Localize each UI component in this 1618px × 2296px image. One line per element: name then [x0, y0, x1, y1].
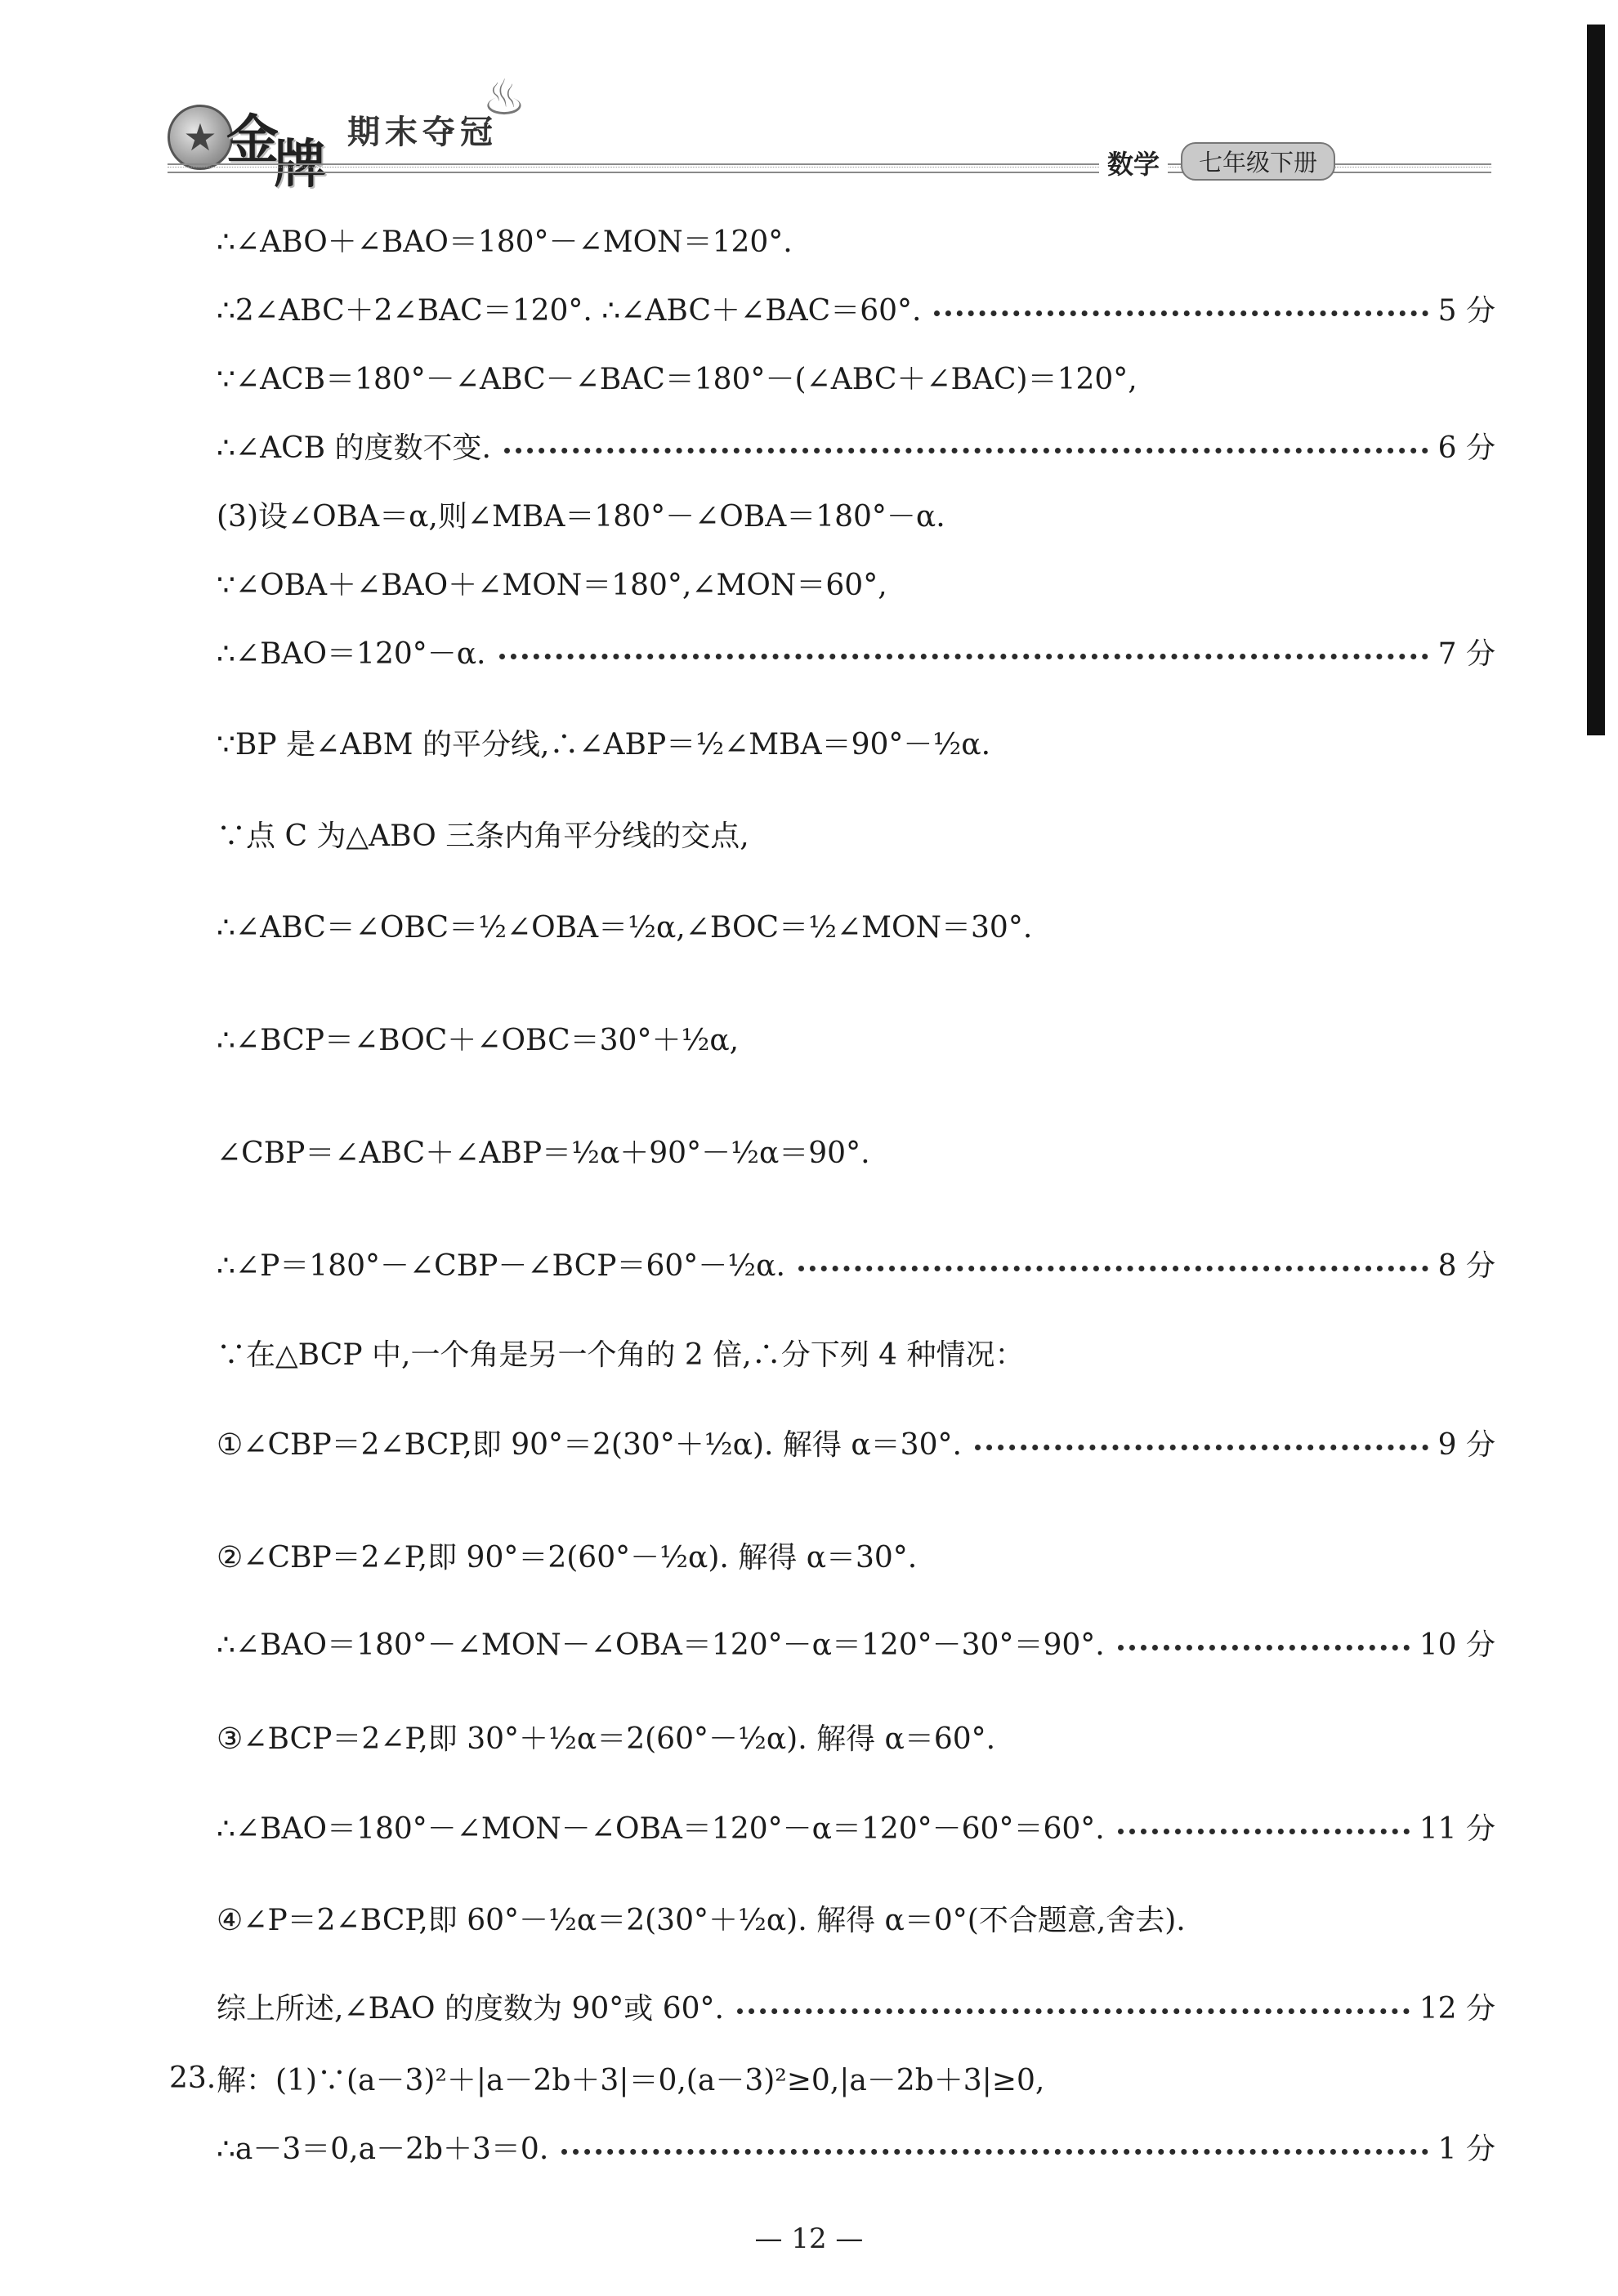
- page-header: [0, 0, 1618, 196]
- solution-line: ∴∠BAO＝180°－∠MON－∠OBA＝120°－α＝120°－30°＝90°. 10 分: [217, 1614, 1495, 1671]
- score-mark: 12 分: [1419, 1991, 1495, 2026]
- page-edge-shadow: [1587, 25, 1605, 735]
- solution-line: ②∠CBP＝2∠P,即 90°＝2(60°－½α). 解得 α＝30°.: [217, 1540, 918, 1575]
- logo-subtitle: 期末夺冠: [347, 113, 498, 151]
- logo-char-pai: 牌: [274, 135, 326, 195]
- solution-line: ∴∠BAO＝180°－∠MON－∠OBA＝120°－α＝120°－60°＝60°. 11 分: [217, 1798, 1495, 1855]
- grade-badge: 七年级下册: [1181, 142, 1335, 181]
- dot-leader: [975, 1445, 1428, 1450]
- solution-line: ∴∠BCP＝∠BOC＋∠OBC＝30°＋½α,: [217, 1023, 740, 1057]
- solution-line: (3)设∠OBA＝α,则∠MBA＝180°－∠OBA＝180°－α.: [217, 499, 945, 534]
- solution-line: ①∠CBP＝2∠BCP,即 90°＝2(30°＋½α). 解得 α＝30°. 9 分: [217, 1414, 1495, 1471]
- score-mark: 6 分: [1437, 431, 1495, 465]
- solution-line: ∴∠P＝180°－∠CBP－∠BCP＝60°－½α. 8 分: [217, 1235, 1495, 1292]
- score-mark: 1 分: [1437, 2132, 1495, 2166]
- dot-leader: [561, 2149, 1428, 2155]
- question-number: 23.: [169, 2061, 217, 2095]
- score-mark: 11 分: [1419, 1811, 1495, 1846]
- score-mark: 5 分: [1437, 293, 1495, 328]
- flame-icon: ♨: [482, 69, 526, 127]
- solution-line: ∠CBP＝∠ABC＋∠ABP＝½α＋90°－½α＝90°.: [217, 1136, 870, 1170]
- solution-line: ∵∠OBA＋∠BAO＋∠MON＝180°,∠MON＝60°,: [217, 568, 887, 602]
- solution-line: ∴a－3＝0,a－2b＋3＝0. 1 分: [217, 2118, 1495, 2175]
- logo-char-jin: 金: [226, 110, 279, 171]
- star-icon: ★: [183, 115, 217, 159]
- dot-leader: [504, 448, 1428, 453]
- solution-line: ∵∠ACB＝180°－∠ABC－∠BAC＝180°－(∠ABC＋∠BAC)＝120°,: [217, 362, 1138, 396]
- dot-leader: [737, 2008, 1410, 2014]
- score-mark: 10 分: [1419, 1628, 1495, 1662]
- solution-line: ∵BP 是∠ABM 的平分线,∴∠ABP＝½∠MBA＝90°－½α.: [217, 727, 991, 762]
- solution-line: ∵点 C 为△ABO 三条内角平分线的交点,: [217, 819, 749, 853]
- dot-leader: [499, 654, 1428, 659]
- solution-line: ∴∠BAO＝120°－α. 7 分: [217, 623, 1495, 680]
- solution-line: ∴2∠ABC＋2∠BAC＝120°. ∴∠ABC＋∠BAC＝60°. 5 分: [217, 279, 1495, 337]
- dot-leader: [798, 1266, 1428, 1271]
- subject-label: 数学: [1099, 144, 1168, 181]
- solution-line: 23. 解：(1)∵(a－3)²＋|a－2b＋3|＝0,(a－3)²≥0,|a－2b＋3|≥0,: [169, 2061, 1045, 2097]
- solution-line: ∴∠ABO＋∠BAO＝180°－∠MON＝120°.: [217, 225, 793, 259]
- dot-leader: [1118, 1829, 1410, 1834]
- medal-icon: [168, 105, 233, 170]
- dot-leader: [934, 310, 1428, 316]
- score-mark: 9 分: [1437, 1427, 1495, 1462]
- solution-line: ④∠P＝2∠BCP,即 60°－½α＝2(30°＋½α). 解得 α＝0°(不合题意,舍去).: [217, 1903, 1186, 1937]
- solution-line: 综上所述,∠BAO 的度数为 90°或 60°. 12 分: [217, 1977, 1495, 2035]
- score-mark: 8 分: [1437, 1249, 1495, 1283]
- dot-leader: [1118, 1645, 1410, 1651]
- page-number: — 12 —: [754, 2222, 864, 2255]
- solution-line: ∴∠ACB 的度数不变. 6 分: [217, 417, 1495, 474]
- solution-line: ∵在△BCP 中,一个角是另一个角的 2 倍,∴分下列 4 种情况：: [217, 1338, 1025, 1372]
- score-mark: 7 分: [1437, 637, 1495, 671]
- solution-line: ③∠BCP＝2∠P,即 30°＋½α＝2(60°－½α). 解得 α＝60°.: [217, 1722, 996, 1756]
- solution-line: ∴∠ABC＝∠OBC＝½∠OBA＝½α,∠BOC＝½∠MON＝30°.: [217, 910, 1033, 945]
